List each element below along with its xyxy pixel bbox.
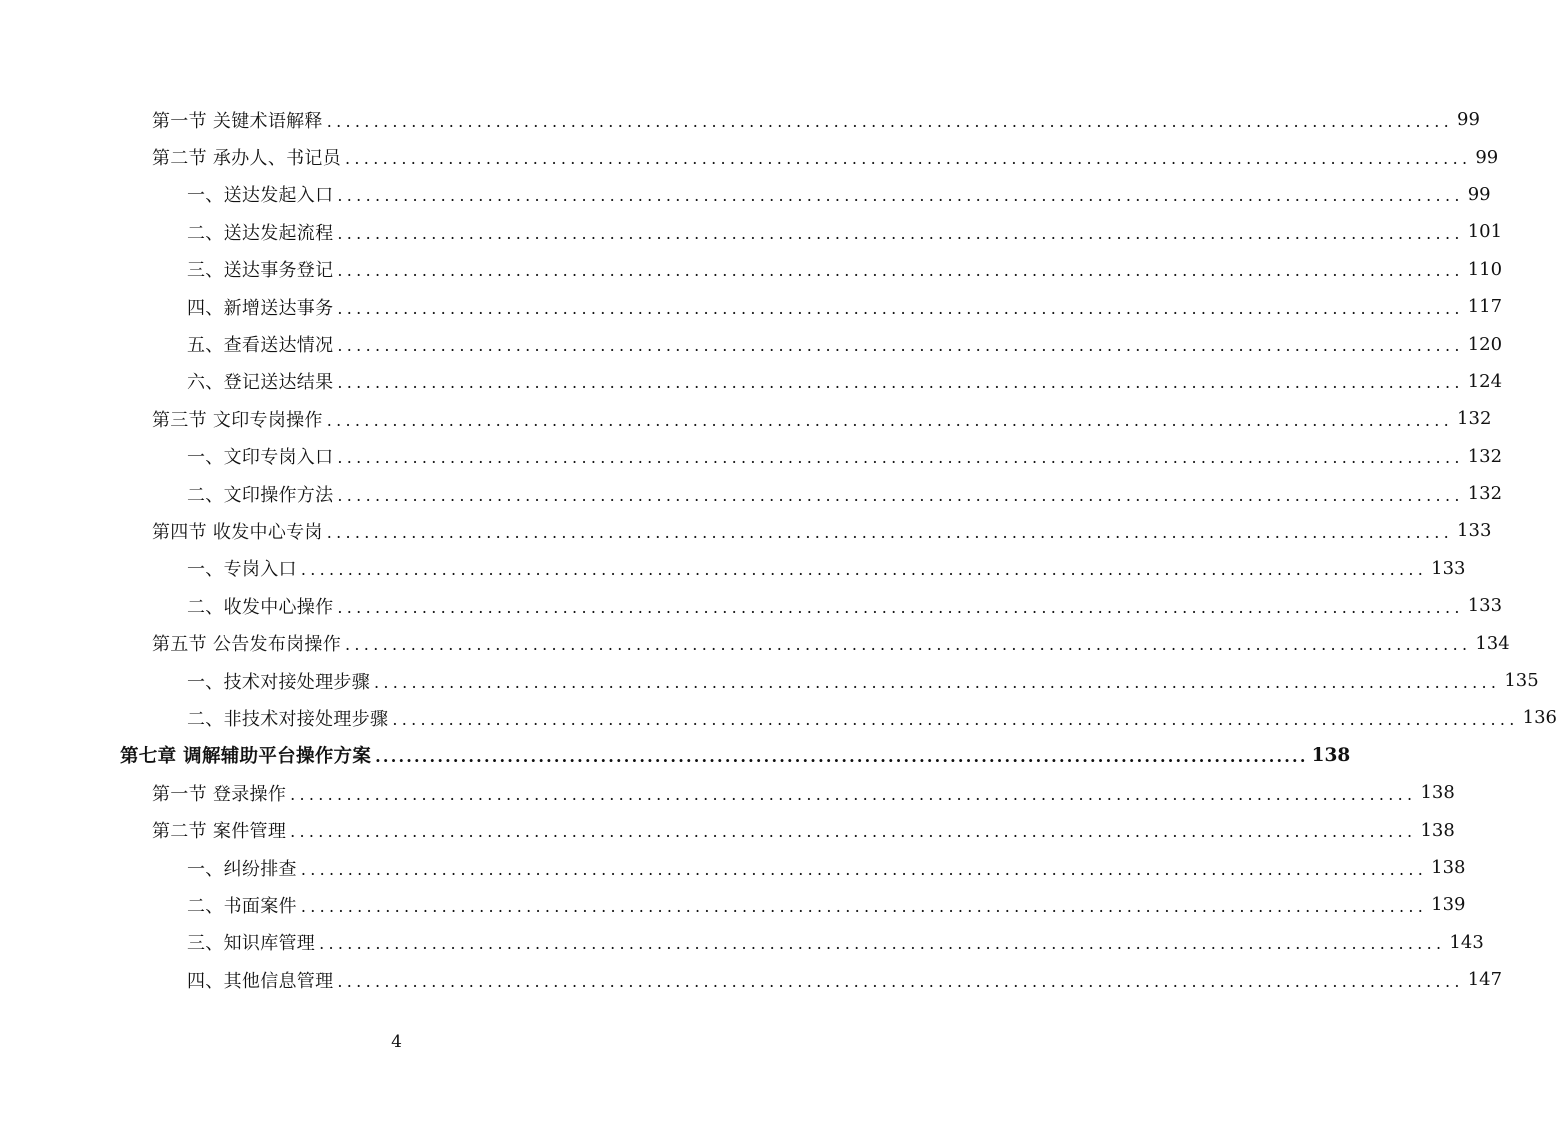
toc-entry-label: 三、知识库管理	[187, 933, 316, 955]
toc-entry-label: 第七章 调解辅助平台操作方案	[120, 746, 372, 768]
toc-entry-page: 138	[1431, 857, 1466, 878]
toc-leader-dots: ........................................................................................................................	[337, 336, 1464, 356]
toc-entry-page: 134	[1475, 632, 1510, 654]
toc-leader-dots: ........................................................................................................................	[337, 597, 1464, 617]
toc-entry-page: 133	[1431, 557, 1466, 579]
toc-leader-dots: ........................................................................................................................	[374, 672, 1501, 692]
toc-entry[interactable]	[0, 587, 1503, 624]
toc-entry-label: 第二节 承办人、书记员	[152, 148, 342, 170]
toc-entry-page: 99	[1475, 146, 1499, 168]
toc-entry[interactable]	[0, 924, 1484, 961]
toc-entry-page: 139	[1431, 894, 1466, 916]
toc-entry[interactable]	[0, 662, 1539, 699]
toc-leader-dots: ........................................................................................................................	[337, 485, 1464, 505]
toc-entry-page: 132	[1467, 483, 1503, 505]
toc-entry-page: 136	[1522, 707, 1557, 729]
toc-entry-page: 110	[1467, 258, 1503, 280]
toc-entry-label: 六、登记送达结果	[187, 372, 334, 394]
toc-entry-page: 117	[1467, 296, 1503, 318]
toc-entry-page: 138	[1420, 819, 1455, 841]
toc-entry[interactable]	[0, 325, 1503, 362]
toc-entry-page: 124	[1467, 370, 1503, 392]
toc-entry-page: 101	[1467, 221, 1503, 243]
toc-entry[interactable]	[0, 550, 1466, 587]
toc-entry-page: 120	[1467, 333, 1503, 355]
toc-leader-dots: ........................................................................................................................	[345, 635, 1472, 655]
toc-entry[interactable]	[0, 512, 1492, 549]
toc-entry[interactable]	[0, 774, 1455, 811]
toc-leader-dots: ........................................................................................................................	[345, 149, 1472, 169]
toc-leader-dots: ........................................................................................................................	[290, 784, 1417, 804]
toc-entry-label: 第三节 文印专岗操作	[152, 409, 323, 431]
toc-leader-dots: ........................................................................................................................	[337, 373, 1464, 393]
toc-entry-label: 第四节 收发中心专岗	[152, 521, 323, 543]
toc-entry[interactable]	[0, 475, 1503, 512]
toc-entry[interactable]	[0, 886, 1466, 923]
toc-entry-label: 一、纠纷排查	[187, 858, 297, 880]
toc-entry[interactable]	[0, 101, 1480, 138]
toc-entry-page: 138	[1311, 744, 1351, 766]
toc-entry-page: 143	[1449, 931, 1484, 953]
toc-leader-dots: ........................................................................................................................	[337, 298, 1464, 318]
toc-entry[interactable]	[0, 138, 1499, 175]
toc-entry-page: 135	[1504, 670, 1539, 692]
toc-leader-dots: ........................................................................................................................	[326, 410, 1454, 430]
toc-entry[interactable]	[0, 438, 1503, 475]
toc-entry[interactable]	[0, 213, 1503, 250]
toc-leader-dots: ........................................................................................................................	[337, 448, 1464, 468]
toc-entry-page: 132	[1457, 408, 1492, 430]
toc-leader-dots: ........................................................................................................................	[300, 560, 1428, 580]
toc-entry-label: 二、送达发起流程	[187, 222, 334, 244]
toc-entry-label: 二、文印操作方法	[187, 484, 334, 506]
toc-leader-dots: ........................................................................................................................	[392, 709, 1519, 729]
toc-entry-label: 一、文印专岗入口	[187, 447, 334, 469]
toc-entry-label: 第一节 登录操作	[152, 783, 287, 805]
toc-entry-label: 二、书面案件	[187, 895, 297, 917]
table-of-contents	[0, 101, 1557, 998]
toc-entry-label: 四、新增送达事务	[187, 297, 334, 319]
toc-leader-dots: ........................................................................................................................	[337, 261, 1464, 281]
toc-entry-page: 147	[1467, 969, 1503, 991]
toc-entry-label: 五、查看送达情况	[187, 335, 334, 357]
toc-entry-label: 第二节 案件管理	[152, 821, 287, 843]
toc-entry[interactable]	[0, 288, 1503, 325]
toc-entry-label: 四、其他信息管理	[187, 970, 334, 992]
toc-entry[interactable]	[0, 363, 1503, 400]
toc-leader-dots: ........................................................................................................................	[337, 223, 1464, 243]
toc-entry-label: 三、送达事务登记	[187, 260, 334, 282]
toc-leader-dots: ........................................................................................................................	[290, 822, 1417, 842]
toc-leader-dots: ........................................................................................................................	[326, 111, 1454, 131]
toc-entry[interactable]	[0, 176, 1491, 213]
toc-leader-dots: ........................................................................................................................	[326, 522, 1454, 542]
toc-entry-page: 138	[1420, 782, 1455, 804]
page-number: 4	[391, 1032, 402, 1052]
toc-entry[interactable]	[0, 699, 1557, 736]
toc-entry[interactable]	[0, 251, 1503, 288]
toc-entry[interactable]	[0, 400, 1492, 437]
toc-entry-label: 一、技术对接处理步骤	[187, 671, 370, 693]
toc-entry-label: 一、送达发起入口	[187, 185, 334, 207]
toc-leader-dots: ........................................................................................................................	[300, 859, 1428, 879]
toc-entry-label: 第五节 公告发布岗操作	[152, 634, 342, 656]
toc-entry[interactable]	[0, 849, 1466, 886]
toc-entry-page: 99	[1457, 109, 1480, 131]
toc-entry-label: 第一节 关键术语解释	[152, 110, 323, 132]
toc-leader-dots: ........................................................................................................................	[319, 934, 1446, 954]
toc-entry[interactable]	[0, 737, 1351, 774]
toc-leader-dots: ........................................................................................................................	[337, 186, 1464, 206]
toc-entry[interactable]	[0, 961, 1503, 998]
toc-entry-page: 132	[1467, 445, 1503, 467]
toc-entry[interactable]	[0, 811, 1455, 848]
toc-leader-dots: ........................................................................................................................	[300, 896, 1428, 916]
toc-leader-dots: ........................................................................................................................	[375, 747, 1308, 767]
toc-entry-label: 一、专岗入口	[187, 559, 297, 581]
toc-entry-label: 二、收发中心操作	[187, 596, 334, 618]
toc-entry[interactable]	[0, 624, 1510, 661]
toc-entry-page: 99	[1467, 183, 1491, 205]
toc-entry-label: 二、非技术对接处理步骤	[187, 708, 389, 730]
toc-entry-page: 133	[1457, 520, 1492, 542]
toc-entry-page: 133	[1467, 595, 1503, 617]
toc-leader-dots: ........................................................................................................................	[337, 971, 1464, 991]
